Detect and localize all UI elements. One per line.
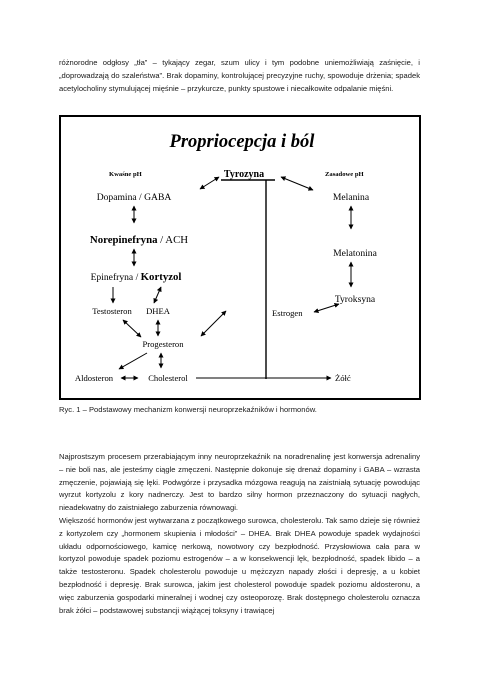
figure-caption: Ryc. 1 – Podstawowy mechanizm konwersji neuroprzekaźników i hormonów.	[59, 405, 317, 414]
paragraph-hormones: Większość hormonów jest wytwarzana z początkowego surowca, cholesterolu. Tak samo dzieje się również z kortyzolem czy „hormonem skupienia i młodości” – DHEA. Brak DHEA powoduje spadek wydajności układu odpornościowego, kamicę nerkową, nowotwory czy bezpłodność. Przysłowiowa cała para w kortyzol powoduje spadek poziomu estrogenów – a w konsekwencji lęk, bezpłodność, spadek libido – a także testosteronu. Spadek cholesterolu powoduje u mężczyzn napady złości i depresję, a u kobiet bezpłodność i depresję. Brak surowca, jakim jest cholesterol powoduje spadek poziomu aldosteronu, a więc zaburzenia gospodarki mineralnej i wodnej czy osteoporozę. Brak dostępnego cholesterolu oznacza brak żółci – podstawowej substancji wiążącej toksyny i trawiącej	[59, 516, 420, 615]
label-dhea: DHEA	[146, 306, 170, 316]
label-testosteron: Testosteron	[92, 306, 132, 316]
label-tyroksyna: Tyroksyna	[334, 294, 376, 305]
arrow-dopamina-tyrozyna	[200, 177, 219, 189]
header-acidic-ph: Kwaśne pH	[109, 171, 142, 178]
arrow-testosteron-progesteron	[123, 320, 141, 337]
label-melatonina: Melatonina	[333, 248, 377, 259]
arrow-progesteron-estrogen	[201, 311, 226, 336]
label-norepinefryna: Norepinefryna / ACH	[89, 234, 189, 246]
label-dopamina-gaba: Dopamina / GABA	[96, 192, 172, 203]
arrow-estrogen-tyroksyna	[314, 304, 339, 312]
label-melanina: Melanina	[332, 192, 370, 203]
arrow-kortyzol-dhea	[154, 287, 161, 303]
diagram-title: Propriocepcja i ból	[169, 132, 315, 152]
paragraph-conversion: Najprostszym procesem przerabiającym inny neuroprzekaźnik na noradrenalinę jest konwersja adrenaliny – nie boli nas, ale jesteśmy ciągle zmęczeni. Następnie dokonuje się drenaż dopaminy i GABA – wzrasta zmęczenie, pojawiają się lęki. Podwgórze i przysadka mózgowa reagują na zaistniałą sytuację powodując wyrzut kortyzolu z kory nadnerczy. Jest to bardzo silny hormon przeznaczony do sytuacji nagłych, nieadekwatny do zaistniałego zaburzenia równowagi.	[59, 452, 420, 513]
diagram-figure	[59, 115, 421, 400]
diagram-canvas	[61, 117, 419, 398]
header-alkaline-ph: Zasadowe pH	[325, 171, 364, 178]
label-progesteron: Progesteron	[142, 339, 184, 349]
label-zolc: Żółć	[335, 373, 351, 383]
label-epinefryna-kortyzol: Epinefryna / Kortyzol	[90, 271, 182, 283]
label-cholesterol: Cholesterol	[148, 373, 188, 383]
arrow-progesteron-aldosteron	[119, 353, 147, 369]
label-aldosteron: Aldosteron	[74, 373, 114, 383]
label-tyrozyna: Tyrozyna	[223, 169, 265, 180]
paragraph-intro: różnorodne odgłosy „tła” – tykający zegar, szum ulicy i tym podobne uniemożliwiają zaśnięcie, i „doprowadzają do szaleństwa”. Brak dopaminy, kontrolującej precyzyjne ruchy, spowoduje drżenia; spadek acetylocholiny stymulującej mięśnie – przykurcze, punkty spustowe i niecałkowite odpalanie mięśni.	[59, 58, 420, 93]
label-estrogen: Estrogen	[272, 308, 303, 318]
arrow-tyrozyna-melanina	[281, 177, 313, 190]
